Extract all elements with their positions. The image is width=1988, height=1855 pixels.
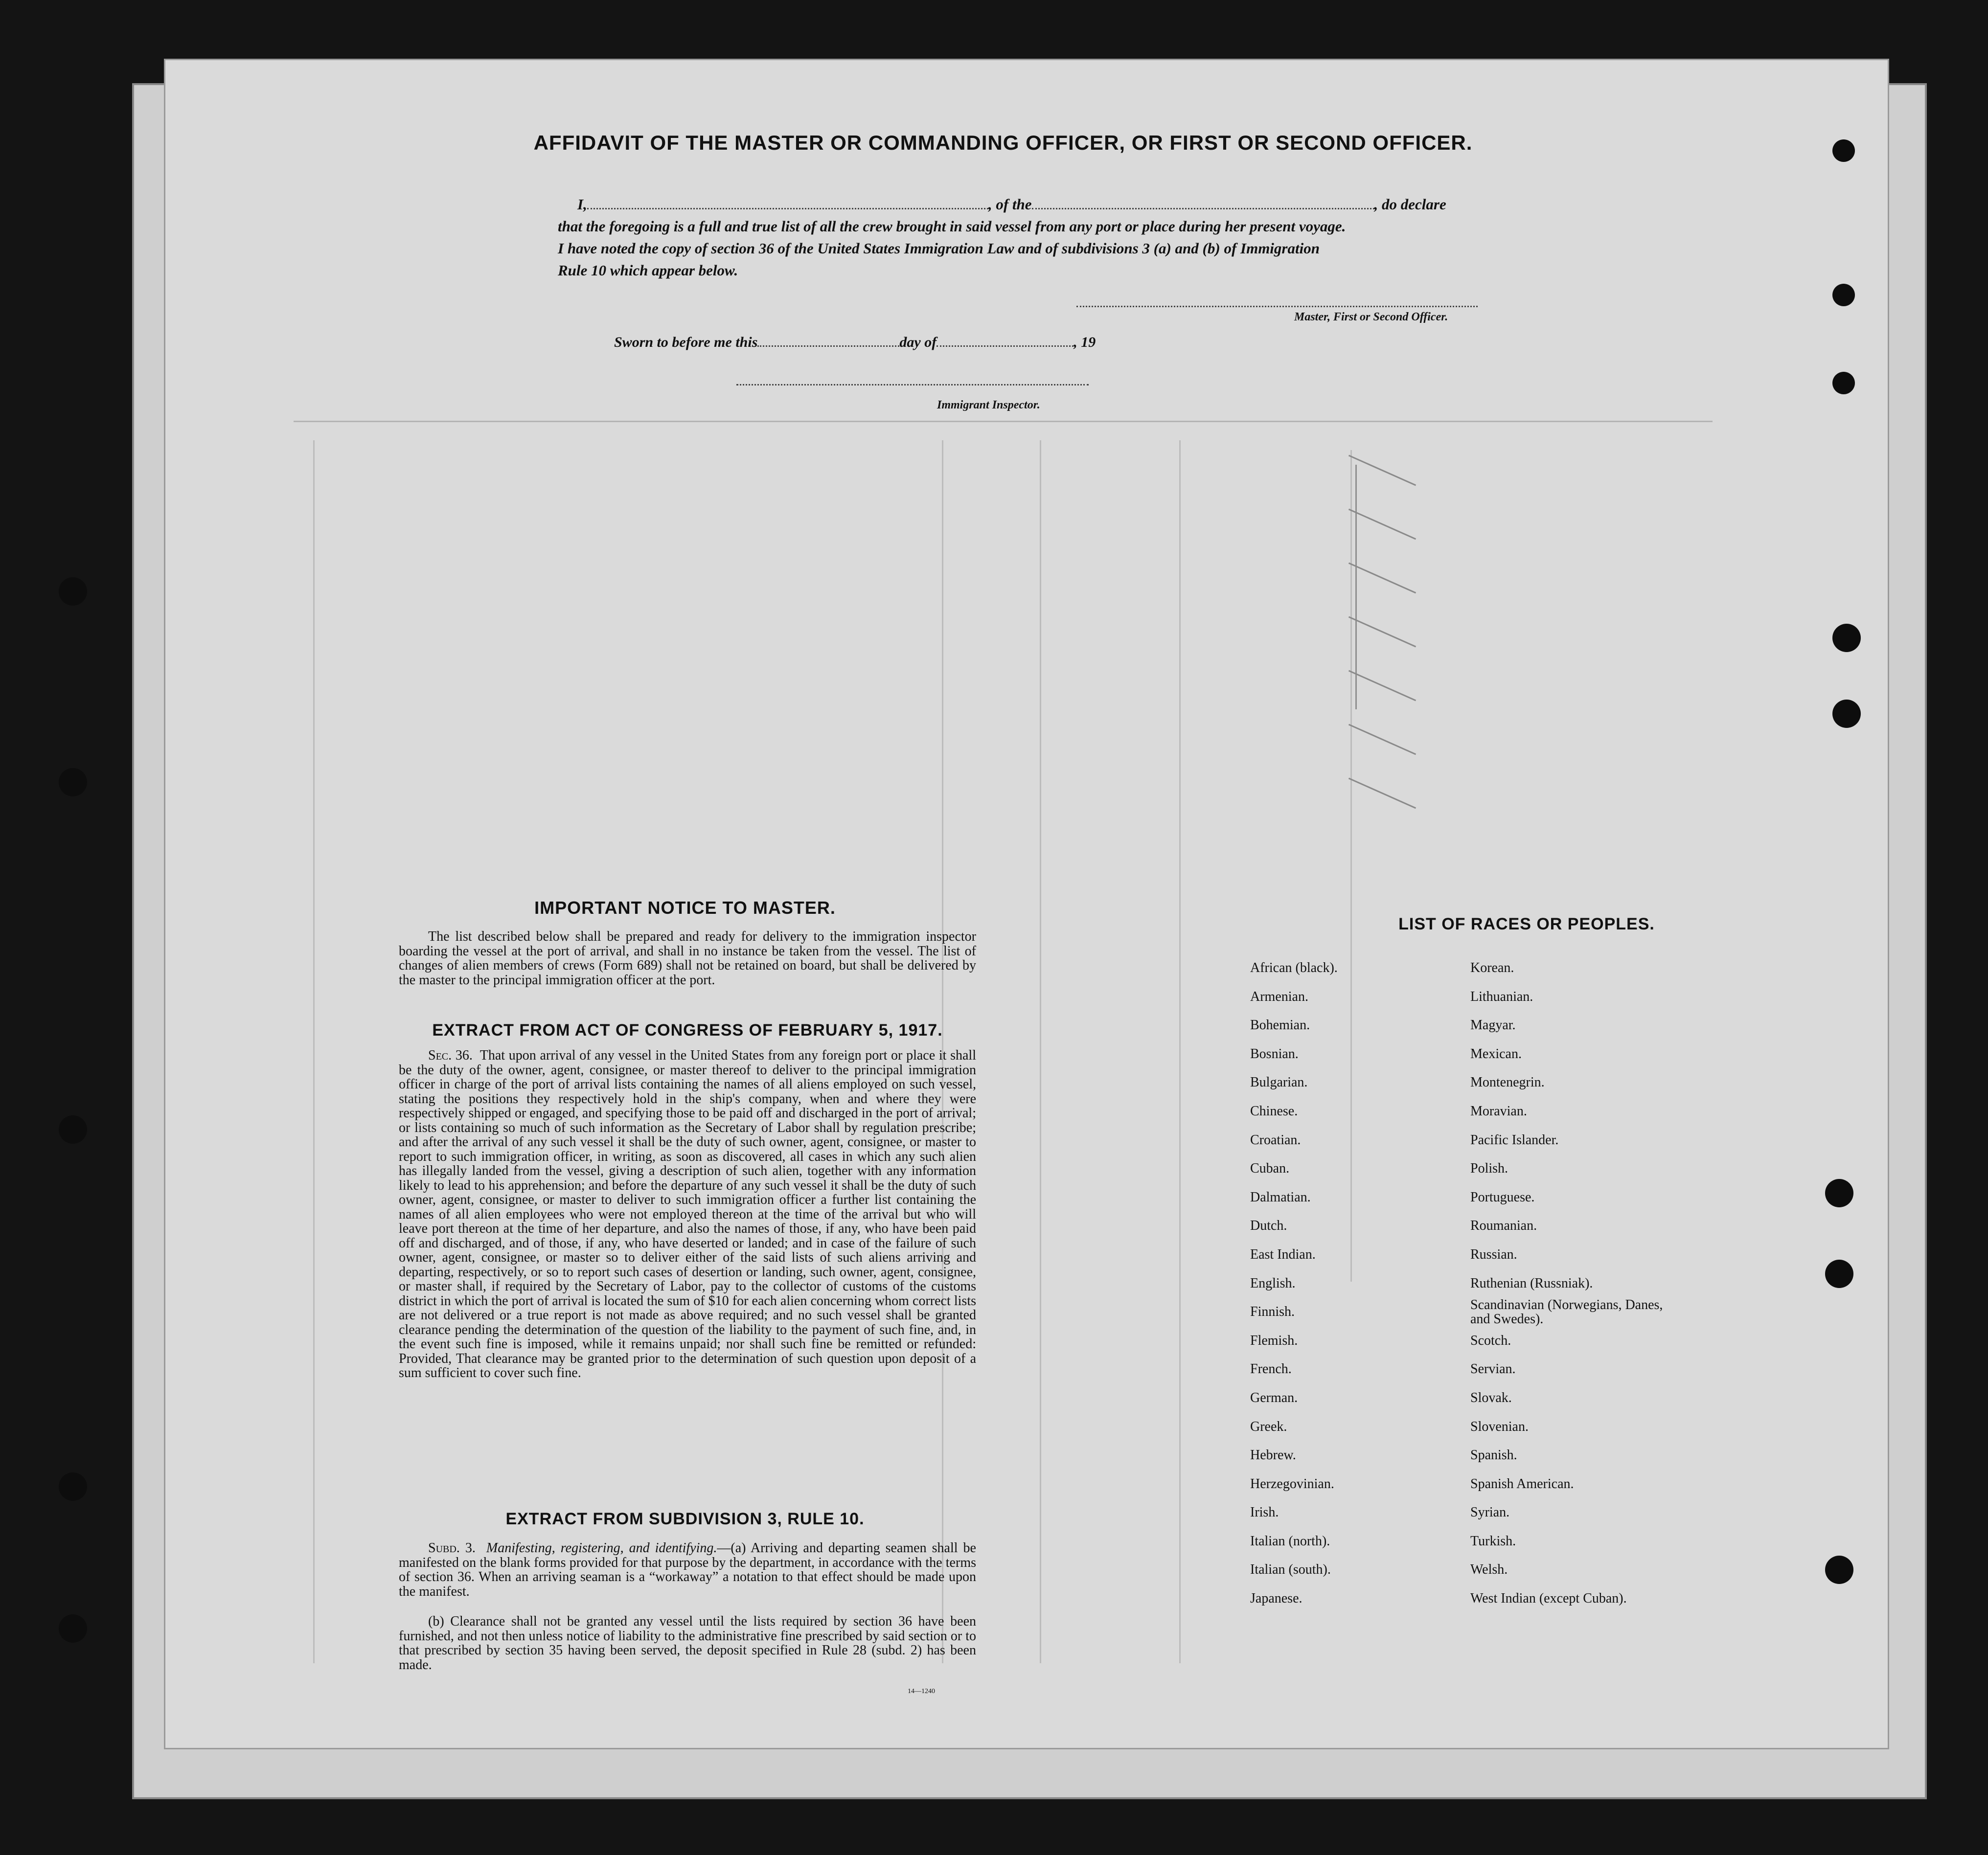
race-item: Polish.	[1470, 1161, 1508, 1176]
affidavit-line-4: Rule 10 which appear below.	[558, 262, 738, 279]
race-item: Dalmatian.	[1250, 1189, 1311, 1205]
races-right-column	[1470, 954, 1676, 1613]
sworn-text: Sworn to before me this	[614, 334, 758, 350]
bleed-rule	[1350, 450, 1352, 1282]
act-extract-title: EXTRACT FROM ACT OF CONGRESS OF FEBRUARY 5, 1917.	[432, 1021, 943, 1040]
race-item: Flemish.	[1250, 1333, 1298, 1348]
race-item: Cuban.	[1250, 1161, 1290, 1176]
master-caption: Master, First or Second Officer.	[1294, 311, 1448, 323]
race-item: West Indian (except Cuban).	[1470, 1591, 1627, 1606]
race-item: Croatian.	[1250, 1132, 1301, 1148]
affidavit-i: I,	[577, 196, 587, 213]
rule-extract-title: EXTRACT FROM SUBDIVISION 3, RULE 10.	[505, 1510, 865, 1528]
binder-hole-right	[1832, 624, 1861, 652]
binder-hole-right	[1832, 372, 1855, 394]
race-item: Slovenian.	[1470, 1419, 1529, 1434]
master-signature-line	[1076, 306, 1478, 307]
form-number: 14—1240	[908, 1688, 935, 1695]
race-item: Bohemian.	[1250, 1018, 1310, 1033]
act-extract-text	[399, 1048, 976, 1380]
race-item: Roumanian.	[1470, 1218, 1537, 1234]
binder-hole-right	[1832, 284, 1855, 306]
race-item: Armenian.	[1250, 989, 1308, 1004]
binder-hole-left	[59, 577, 87, 606]
race-item: Irish.	[1250, 1505, 1279, 1520]
bleed-rule	[1040, 440, 1041, 1663]
inspector-signature-line	[736, 384, 1089, 385]
race-item: Mexican.	[1470, 1046, 1522, 1062]
race-item: Spanish.	[1470, 1448, 1517, 1463]
binder-hole-left	[59, 768, 87, 796]
binder-hole-right	[1825, 1556, 1853, 1584]
rule-extract-b: (b) Clearance shall not be granted any vessel until the lists required by section 36 have been furnished, and not then unless notice of liability to the administrative fine prescribed by said section or to that prescribed by section 35 having been served, the deposit specified in Rule 28 (subd. 2) has been made.	[399, 1614, 976, 1673]
race-item: Italian (south).	[1250, 1562, 1331, 1578]
section-text: That upon arrival of any vessel in the United States from any foreign port or place it shall be the duty of the owner, agent, consignee, or master thereof to deliver to the principal immigration officer in charge of the port of arrival lists containing the names of all aliens employed on such vessel, stating the positions they respectively hold in the ship's company, when and where they were respectively shipped or engaged, and specifying those to be paid off and discharged in the port of arrival; or lists containing so much of such information as the Secretary of Labor shall by regulation prescribe; and after the arrival of any such vessel it shall be the duty of such owner, agent, consignee, or master to report to such immigration officer, in writing, as soon as discovered, all cases in which any such alien has illegally landed from the vessel, giving a description of such alien, together with any information likely to lead to his apprehension; and before the departure of any such vessel it shall be the duty of such owner, agent, consignee, or master to deliver to such immigration officer a further list containing the names of all alien employees who were not employed thereon at the time of the arrival but who will leave port thereon at the time of her departure, and also the names of those, if any, who have been paid off and discharged, and of those, if any, who have deserted or landed; and in case of the failure of such owner, agent, consignee, or master so to deliver either of the said lists of such aliens arriving and departing, respectively, or so to report such cases of desertion or landing, such owner, agent, consignee, or master shall, if required by the Secretary of Labor, pay to the collector of customs of the customs district in which the port of arrival is located the sum of $10 for each alien concerning whom correct lists are not delivered or a true report is not made as above required; and no such vessel shall be granted clearance pending the determination of the question of the liability to the payment of such fine, and, in the event such fine is imposed, while it remains unpaid; nor shall such fine be remitted or refunded: Provided, That clearance may be granted prior to the determination of such question upon deposit of a sum sufficient to cover such fine.	[399, 1048, 976, 1380]
race-item: Hebrew.	[1250, 1448, 1296, 1463]
race-item: Syrian.	[1470, 1505, 1510, 1520]
race-item: Scandinavian (Norwegians, Danes, and Swedes).	[1470, 1297, 1663, 1327]
race-item: Japanese.	[1250, 1591, 1302, 1606]
race-item: Ruthenian (Russniak).	[1470, 1275, 1593, 1291]
races-title: LIST OF RACES OR PEOPLES.	[1398, 915, 1655, 933]
name-blank	[587, 208, 988, 209]
bleed-rule	[294, 421, 1713, 422]
race-item: Korean.	[1470, 960, 1514, 975]
subd-text-a: —(a) Arriving and departing seamen shall be manifested on the blank forms provided for that purpose by the department, in accordance with the terms of section 36. When an arriving seaman is a “workaway” a notation to that effect should be made upon the manifest.	[399, 1540, 976, 1599]
race-item: Turkish.	[1470, 1533, 1516, 1549]
race-item: Scotch.	[1470, 1333, 1511, 1348]
race-item: Slovak.	[1470, 1390, 1512, 1405]
binder-hole-left	[59, 1614, 87, 1643]
subd-heading: Manifesting, registering, and identifying.	[486, 1540, 717, 1556]
race-item: English.	[1250, 1275, 1296, 1291]
bleed-rule	[1179, 440, 1181, 1663]
race-item: Moravian.	[1470, 1103, 1527, 1119]
binder-hole-left	[59, 1472, 87, 1501]
race-item: Italian (north).	[1250, 1533, 1330, 1549]
sworn-month-blank	[937, 345, 1074, 347]
race-item: German.	[1250, 1390, 1298, 1405]
binder-hole-right	[1825, 1179, 1853, 1207]
inspector-caption: Immigrant Inspector.	[937, 399, 1040, 411]
sworn-line	[614, 334, 1096, 351]
race-item: Russian.	[1470, 1246, 1517, 1262]
notice-title: IMPORTANT NOTICE TO MASTER.	[534, 898, 836, 918]
race-item: Chinese.	[1250, 1103, 1298, 1119]
race-item: Bulgarian.	[1250, 1075, 1308, 1090]
race-item: Montenegrin.	[1470, 1075, 1545, 1090]
affidavit-line-2: that the foregoing is a full and true list of all the crew brought in said vessel from any port or place during her present voyage.	[558, 218, 1346, 235]
section-label: Sec. 36.	[428, 1048, 473, 1063]
affidavit-of-the: , of the	[988, 196, 1032, 213]
race-item: Finnish.	[1250, 1304, 1295, 1320]
races-left-column	[1250, 954, 1338, 1613]
race-item: Bosnian.	[1250, 1046, 1299, 1062]
binder-hole-right	[1832, 139, 1855, 162]
sworn-year: , 19	[1074, 334, 1096, 350]
bleed-rule	[313, 440, 315, 1663]
race-item: Spanish American.	[1470, 1476, 1574, 1492]
race-item: Herzegovinian.	[1250, 1476, 1334, 1492]
race-item: African (black).	[1250, 960, 1338, 975]
race-item: Magyar.	[1470, 1018, 1516, 1033]
vessel-blank	[1032, 208, 1374, 209]
race-item: French.	[1250, 1361, 1292, 1377]
affidavit-title: AFFIDAVIT OF THE MASTER OR COMMANDING OFFICER, OR FIRST OR SECOND OFFICER.	[533, 131, 1473, 154]
race-item: Lithuanian.	[1470, 989, 1533, 1004]
sworn-day-blank	[757, 345, 899, 347]
affidavit-do-declare: , do declare	[1374, 196, 1446, 213]
race-item: Portuguese.	[1470, 1189, 1535, 1205]
race-item: Pacific Islander.	[1470, 1132, 1559, 1148]
race-item: Dutch.	[1250, 1218, 1287, 1234]
affidavit-line-3: I have noted the copy of section 36 of the United States Immigration Law and of subdivisions 3 (a) and (b) of Immigration	[558, 240, 1320, 257]
subd-label: Subd. 3.	[428, 1540, 476, 1556]
rule-extract-a	[399, 1541, 976, 1599]
race-item: Greek.	[1250, 1419, 1287, 1434]
sworn-day-of: day of	[899, 334, 937, 350]
race-item: Welsh.	[1470, 1562, 1508, 1578]
binder-hole-right	[1825, 1260, 1853, 1288]
notice-text: The list described below shall be prepared and ready for delivery to the immigration inspector boarding the vessel at the port of arrival, and shall in no instance be taken from the vessel. The list of changes of alien members of crews (Form 689) shall not be retained on board, but shall be delivered by the master to the principal immigration officer at the port.	[399, 929, 976, 988]
race-item: East Indian.	[1250, 1246, 1316, 1262]
race-item: Servian.	[1470, 1361, 1516, 1377]
affidavit-line-1	[577, 196, 1446, 213]
binder-hole-left	[59, 1115, 87, 1144]
binder-hole-right	[1832, 700, 1861, 728]
